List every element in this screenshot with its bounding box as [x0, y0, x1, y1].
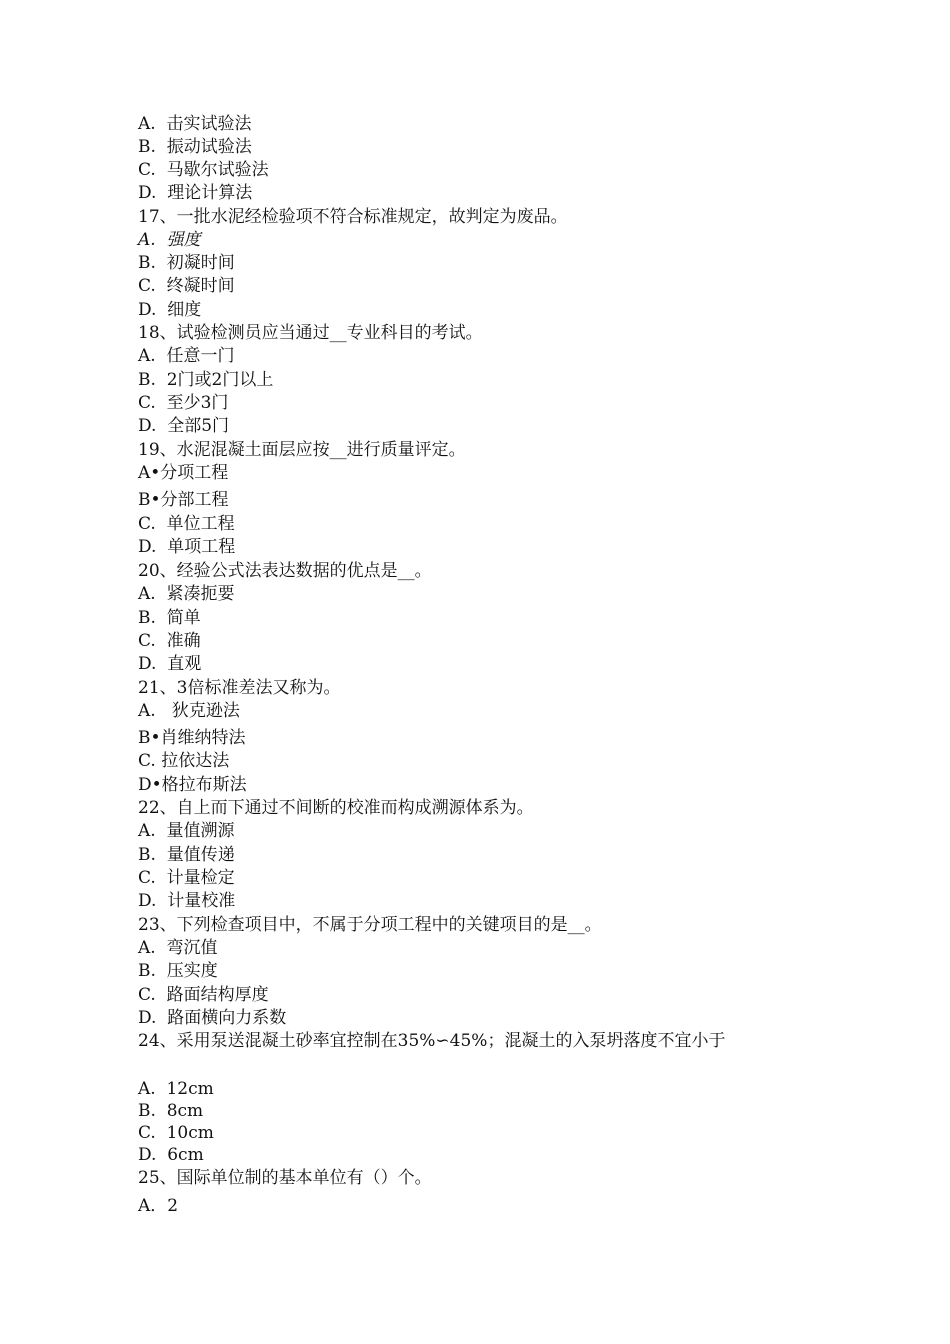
option-line: A•分项工程	[138, 463, 229, 483]
option-line: C. 计量检定	[138, 868, 235, 888]
option-line: C. 10cm	[138, 1123, 214, 1143]
option-line: C. 至少3门	[138, 393, 229, 413]
option-line: A. 量值溯源	[138, 821, 235, 841]
option-line: D. 细度	[138, 300, 202, 320]
option-line: C. 拉依达法	[138, 751, 230, 771]
option-line: C. 路面结构厚度	[138, 985, 269, 1005]
option-line: A. 狄克逊法	[138, 701, 240, 721]
option-line: C. 准确	[138, 631, 201, 651]
option-line: B. 压实度	[138, 961, 218, 981]
option-line: B. 简单	[138, 608, 201, 628]
question-line: 24、采用泵送混凝土砂率宜控制在35%∽45%；混凝土的入泵坍落度不宜小于	[138, 1031, 726, 1051]
option-line: B•肖维纳特法	[138, 728, 246, 748]
option-line: A. 12cm	[138, 1079, 214, 1099]
option-line: B. 8cm	[138, 1101, 204, 1121]
question-line: 21、3倍标准差法又称为。	[138, 678, 341, 698]
option-line: D•格拉布斯法	[138, 775, 247, 795]
question-line: 23、下列检查项目中，不属于分项工程中的关键项目的是__。	[138, 915, 602, 935]
option-line: D. 6cm	[138, 1145, 204, 1165]
question-line: 19、水泥混凝土面层应按__进行质量评定。	[138, 440, 466, 460]
option-line: B. 振动试验法	[138, 137, 252, 157]
question-line: 17、一批水泥经检验项不符合标准规定，故判定为废品。	[138, 207, 568, 227]
option-line: A. 弯沉值	[138, 938, 218, 958]
option-line: D. 理论计算法	[138, 183, 253, 203]
option-line: B. 2门或2门以上	[138, 370, 274, 390]
question-line: 18、试验检测员应当通过__专业科目的考试。	[138, 323, 483, 343]
option-line: B. 量值传递	[138, 845, 235, 865]
option-line: C. 终凝时间	[138, 276, 235, 296]
option-line: D. 路面横向力系数	[138, 1008, 287, 1028]
question-line: 22、自上而下通过不间断的校准而构成溯源体系为。	[138, 798, 534, 818]
option-line: B. 初凝时间	[138, 253, 235, 273]
option-line: D. 直观	[138, 654, 202, 674]
option-line: A. 紧凑扼要	[138, 584, 235, 604]
option-line: D. 单项工程	[138, 537, 236, 557]
option-line: A．2	[138, 1196, 179, 1216]
question-line: 20、经验公式法表达数据的优点是__。	[138, 561, 432, 581]
question-line: 25、国际单位制的基本单位有（）个。	[138, 1168, 432, 1188]
option-line: A. 强度	[138, 230, 201, 250]
option-line: C. 单位工程	[138, 514, 235, 534]
option-line: A. 击实试验法	[138, 114, 252, 134]
option-line: A. 任意一门	[138, 346, 235, 366]
option-line: D. 计量校准	[138, 891, 236, 911]
option-line: C. 马歇尔试验法	[138, 160, 269, 180]
option-line: D. 全部5门	[138, 416, 230, 436]
option-line: B•分部工程	[138, 490, 229, 510]
